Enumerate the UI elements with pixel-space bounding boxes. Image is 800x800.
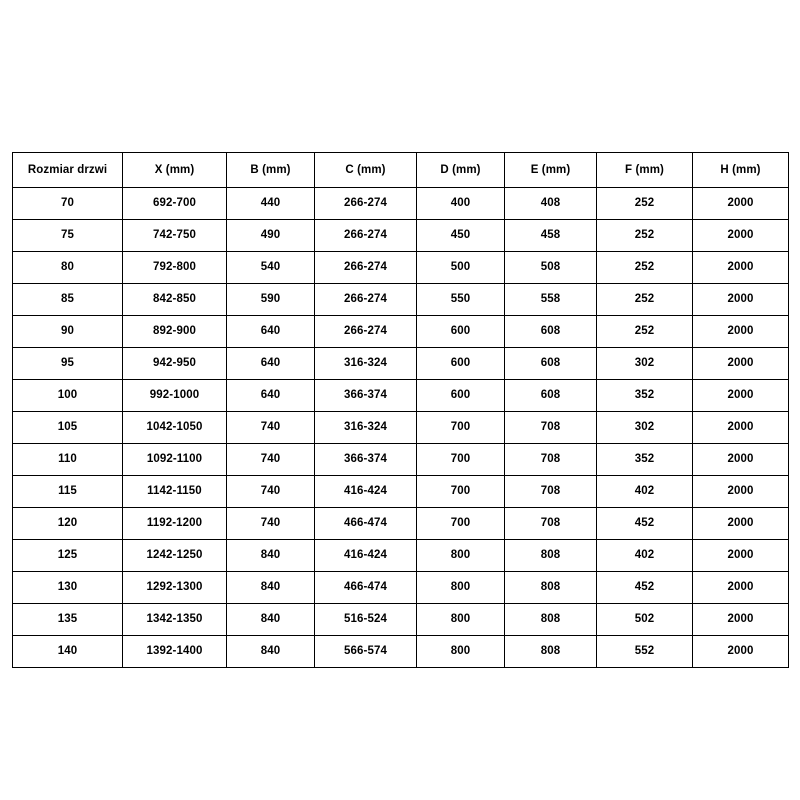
cell-b: 840 [227, 572, 315, 604]
cell-rozmiar-drzwi: 135 [13, 604, 123, 636]
cell-d: 450 [417, 220, 505, 252]
cell-b: 540 [227, 252, 315, 284]
cell-b: 840 [227, 636, 315, 668]
cell-rozmiar-drzwi: 85 [13, 284, 123, 316]
cell-f: 352 [597, 444, 693, 476]
cell-c: 266-274 [315, 284, 417, 316]
cell-f: 402 [597, 540, 693, 572]
cell-e: 808 [505, 572, 597, 604]
cell-b: 640 [227, 380, 315, 412]
cell-rozmiar-drzwi: 130 [13, 572, 123, 604]
cell-d: 800 [417, 572, 505, 604]
cell-x: 1242-1250 [123, 540, 227, 572]
cell-x: 942-950 [123, 348, 227, 380]
cell-x: 742-750 [123, 220, 227, 252]
cell-d: 800 [417, 540, 505, 572]
cell-h: 2000 [693, 380, 789, 412]
cell-rozmiar-drzwi: 125 [13, 540, 123, 572]
cell-c: 266-274 [315, 220, 417, 252]
cell-c: 316-324 [315, 348, 417, 380]
cell-d: 600 [417, 380, 505, 412]
cell-h: 2000 [693, 220, 789, 252]
table-row [13, 284, 789, 316]
table-body [13, 188, 789, 668]
cell-d: 700 [417, 444, 505, 476]
cell-h: 2000 [693, 636, 789, 668]
cell-b: 640 [227, 316, 315, 348]
cell-f: 252 [597, 284, 693, 316]
table-row [13, 636, 789, 668]
cell-d: 400 [417, 188, 505, 220]
table-row [13, 348, 789, 380]
cell-d: 700 [417, 412, 505, 444]
table-row [13, 380, 789, 412]
cell-d: 700 [417, 476, 505, 508]
cell-rozmiar-drzwi: 90 [13, 316, 123, 348]
cell-h: 2000 [693, 604, 789, 636]
cell-x: 692-700 [123, 188, 227, 220]
cell-rozmiar-drzwi: 80 [13, 252, 123, 284]
table-row [13, 476, 789, 508]
cell-h: 2000 [693, 316, 789, 348]
cell-e: 458 [505, 220, 597, 252]
cell-c: 266-274 [315, 188, 417, 220]
table-row [13, 412, 789, 444]
specification-table-container [12, 152, 788, 668]
cell-x: 792-800 [123, 252, 227, 284]
cell-f: 252 [597, 252, 693, 284]
cell-d: 800 [417, 604, 505, 636]
cell-b: 640 [227, 348, 315, 380]
cell-x: 1392-1400 [123, 636, 227, 668]
cell-e: 508 [505, 252, 597, 284]
cell-h: 2000 [693, 348, 789, 380]
cell-e: 708 [505, 444, 597, 476]
cell-b: 740 [227, 412, 315, 444]
column-header-x: X (mm) [123, 153, 227, 188]
column-header-rozmiar-drzwi: Rozmiar drzwi [13, 153, 123, 188]
table-header-row [13, 153, 789, 188]
table-row [13, 444, 789, 476]
cell-h: 2000 [693, 572, 789, 604]
cell-b: 590 [227, 284, 315, 316]
cell-e: 608 [505, 316, 597, 348]
cell-d: 600 [417, 348, 505, 380]
cell-f: 252 [597, 220, 693, 252]
cell-h: 2000 [693, 540, 789, 572]
cell-rozmiar-drzwi: 115 [13, 476, 123, 508]
cell-f: 502 [597, 604, 693, 636]
cell-d: 600 [417, 316, 505, 348]
cell-c: 416-424 [315, 540, 417, 572]
column-header-e: E (mm) [505, 153, 597, 188]
cell-x: 842-850 [123, 284, 227, 316]
cell-rozmiar-drzwi: 110 [13, 444, 123, 476]
cell-e: 808 [505, 540, 597, 572]
cell-x: 1092-1100 [123, 444, 227, 476]
table-row [13, 508, 789, 540]
cell-rozmiar-drzwi: 75 [13, 220, 123, 252]
cell-c: 266-274 [315, 316, 417, 348]
cell-f: 452 [597, 572, 693, 604]
cell-rozmiar-drzwi: 120 [13, 508, 123, 540]
column-header-d: D (mm) [417, 153, 505, 188]
cell-f: 302 [597, 412, 693, 444]
cell-b: 440 [227, 188, 315, 220]
cell-f: 302 [597, 348, 693, 380]
cell-h: 2000 [693, 508, 789, 540]
cell-c: 316-324 [315, 412, 417, 444]
cell-f: 452 [597, 508, 693, 540]
cell-d: 700 [417, 508, 505, 540]
column-header-f: F (mm) [597, 153, 693, 188]
cell-e: 808 [505, 636, 597, 668]
table-row [13, 572, 789, 604]
cell-x: 892-900 [123, 316, 227, 348]
cell-rozmiar-drzwi: 100 [13, 380, 123, 412]
cell-e: 708 [505, 412, 597, 444]
cell-e: 558 [505, 284, 597, 316]
cell-c: 466-474 [315, 508, 417, 540]
cell-b: 740 [227, 508, 315, 540]
cell-x: 1292-1300 [123, 572, 227, 604]
cell-h: 2000 [693, 188, 789, 220]
cell-b: 740 [227, 444, 315, 476]
cell-f: 252 [597, 188, 693, 220]
cell-c: 416-424 [315, 476, 417, 508]
table-row [13, 252, 789, 284]
cell-rozmiar-drzwi: 95 [13, 348, 123, 380]
cell-f: 352 [597, 380, 693, 412]
table-row [13, 188, 789, 220]
cell-b: 840 [227, 540, 315, 572]
cell-f: 552 [597, 636, 693, 668]
cell-c: 266-274 [315, 252, 417, 284]
column-header-h: H (mm) [693, 153, 789, 188]
cell-c: 466-474 [315, 572, 417, 604]
cell-b: 740 [227, 476, 315, 508]
cell-d: 800 [417, 636, 505, 668]
cell-h: 2000 [693, 444, 789, 476]
cell-e: 808 [505, 604, 597, 636]
table-row [13, 604, 789, 636]
cell-x: 992-1000 [123, 380, 227, 412]
table-header [13, 153, 789, 188]
column-header-b: B (mm) [227, 153, 315, 188]
cell-rozmiar-drzwi: 70 [13, 188, 123, 220]
cell-rozmiar-drzwi: 140 [13, 636, 123, 668]
cell-x: 1192-1200 [123, 508, 227, 540]
cell-h: 2000 [693, 252, 789, 284]
cell-rozmiar-drzwi: 105 [13, 412, 123, 444]
cell-d: 500 [417, 252, 505, 284]
cell-c: 366-374 [315, 380, 417, 412]
column-header-c: C (mm) [315, 153, 417, 188]
cell-c: 566-574 [315, 636, 417, 668]
cell-x: 1142-1150 [123, 476, 227, 508]
cell-h: 2000 [693, 284, 789, 316]
cell-c: 516-524 [315, 604, 417, 636]
cell-h: 2000 [693, 476, 789, 508]
cell-d: 550 [417, 284, 505, 316]
cell-f: 402 [597, 476, 693, 508]
cell-e: 608 [505, 348, 597, 380]
cell-h: 2000 [693, 412, 789, 444]
specification-table [12, 152, 789, 668]
cell-e: 708 [505, 476, 597, 508]
table-row [13, 220, 789, 252]
cell-e: 608 [505, 380, 597, 412]
table-row [13, 316, 789, 348]
cell-f: 252 [597, 316, 693, 348]
cell-e: 708 [505, 508, 597, 540]
cell-b: 490 [227, 220, 315, 252]
cell-x: 1042-1050 [123, 412, 227, 444]
cell-x: 1342-1350 [123, 604, 227, 636]
table-row [13, 540, 789, 572]
cell-e: 408 [505, 188, 597, 220]
cell-c: 366-374 [315, 444, 417, 476]
cell-b: 840 [227, 604, 315, 636]
